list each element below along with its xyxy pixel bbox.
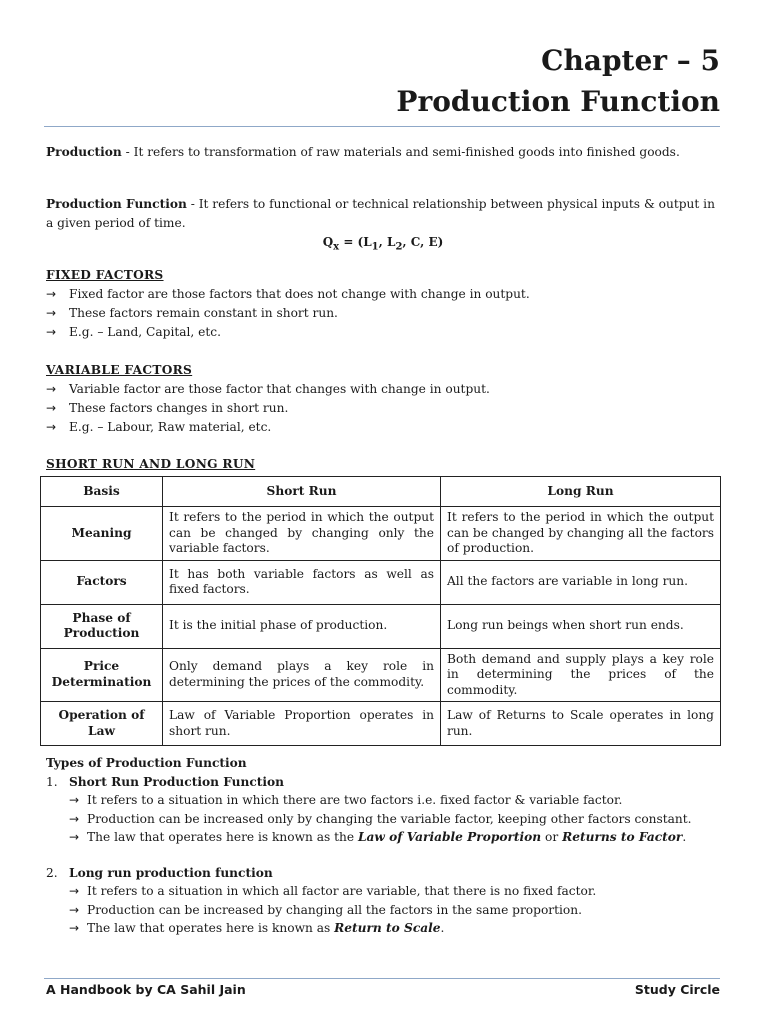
arrow-icon: →	[46, 287, 57, 301]
arrow-icon: →	[69, 793, 80, 807]
table-row	[41, 604, 721, 648]
table-row	[41, 507, 721, 561]
list-item: → Variable factor are those factor that changes with change in output.	[46, 380, 720, 399]
arrow-icon: →	[46, 420, 57, 434]
arrow-icon: →	[69, 921, 80, 935]
column-header-short-run: Short Run	[163, 477, 441, 507]
short-run-cell: Law of Variable Proportion operates in short run.	[163, 702, 441, 746]
fixed-factors-section	[46, 266, 720, 342]
fixed-factors-heading: FIXED FACTORS	[46, 268, 164, 282]
column-header-basis: Basis	[41, 477, 163, 507]
row-basis: Price Determination	[41, 648, 163, 702]
section-number: 2.	[46, 865, 58, 880]
production-function-text: - It refers to functional or technical relationship between physical inputs & output in a given period of time.	[46, 197, 715, 230]
variable-factors-section	[46, 361, 720, 437]
list-item: → Production can be increased by changing all the factors in the same proportion.	[46, 901, 720, 920]
row-basis: Meaning	[41, 507, 163, 561]
production-function-definition	[46, 195, 720, 256]
long-run-cell: All the factors are variable in long run.	[441, 560, 721, 604]
list-item: → E.g. – Labour, Raw material, etc.	[46, 418, 720, 437]
footer-right: Study Circle	[634, 982, 720, 997]
row-basis: Operation of Law	[41, 702, 163, 746]
arrow-icon: →	[69, 811, 80, 826]
row-basis: Factors	[41, 560, 163, 604]
production-term: Production	[46, 145, 122, 159]
law-alt-name: Returns to Factor	[562, 830, 683, 844]
short-run-cell: It has both variable factors as well as fixed factors.	[163, 560, 441, 604]
list-item: → The law that operates here is known as Return to Scale.	[46, 919, 720, 938]
page-title: Production Function	[396, 85, 720, 118]
long-run-cell: It refers to the period in which the output can be changed by changing all the factors of production.	[441, 507, 721, 561]
short-run-cell: It is the initial phase of production.	[163, 604, 441, 648]
list-item: → It refers to a situation in which there are two factors i.e. fixed factor & variable factor.	[46, 791, 720, 810]
long-run-cell: Law of Returns to Scale operates in long run.	[441, 702, 721, 746]
list-item: → Fixed factor are those factors that does not change with change in output.	[46, 285, 720, 304]
production-definition	[46, 143, 720, 162]
arrow-icon: →	[69, 902, 80, 917]
table-row	[41, 648, 721, 702]
chapter-number: Chapter – 5	[541, 44, 720, 77]
list-item	[46, 864, 720, 883]
list-item: → The law that operates here is known as the Law of Variable Proportion or Returns to Factor.	[46, 828, 720, 847]
comparison-heading: SHORT RUN AND LONG RUN	[46, 457, 256, 471]
table-header-row	[41, 477, 721, 507]
production-function-term: Production Function	[46, 197, 187, 211]
footer-divider	[44, 978, 720, 979]
arrow-icon: →	[69, 830, 80, 844]
list-item: → These factors remain constant in short run.	[46, 304, 720, 323]
comparison-table	[40, 476, 721, 746]
list-item: → It refers to a situation in which all factor are variable, that there is no fixed factor.	[46, 882, 720, 901]
short-run-cell: Only demand plays a key role in determining the prices of the commodity.	[163, 648, 441, 702]
list-item: → E.g. – Land, Capital, etc.	[46, 323, 720, 342]
table-row	[41, 560, 721, 604]
section-number: 1.	[46, 774, 58, 789]
header-divider	[44, 126, 720, 127]
law-name: Return to Scale	[334, 921, 441, 935]
types-section	[46, 754, 720, 938]
long-run-cell: Both demand and supply plays a key role in determining the prices of the commodity.	[441, 648, 721, 702]
types-heading: Types of Production Function	[46, 756, 247, 770]
long-run-cell: Long run beings when short run ends.	[441, 604, 721, 648]
column-header-long-run: Long Run	[441, 477, 721, 507]
section-title: Long run production function	[69, 865, 273, 880]
page-footer	[46, 982, 720, 997]
section-title: Short Run Production Function	[69, 774, 285, 789]
arrow-icon: →	[46, 382, 57, 396]
production-text: - It refers to transformation of raw materials and semi-finished goods into finished goods.	[121, 145, 680, 159]
variable-factors-heading: VARIABLE FACTORS	[46, 363, 193, 377]
law-name: Law of Variable Proportion	[357, 830, 542, 844]
arrow-icon: →	[69, 884, 80, 898]
list-item: → Production can be increased only by changing the variable factor, keeping other factors constant.	[46, 810, 720, 829]
short-run-cell: It refers to the period in which the output can be changed by changing only the variable factors.	[163, 507, 441, 561]
arrow-icon: →	[46, 401, 57, 415]
arrow-icon: →	[46, 306, 57, 320]
row-basis: Phase of Production	[41, 604, 163, 648]
list-item: → These factors changes in short run.	[46, 399, 720, 418]
production-formula: $Q_x = (L_1$, $L_2$, C, E)	[322, 235, 444, 253]
table-row	[41, 702, 721, 746]
list-item	[46, 773, 720, 792]
arrow-icon: →	[46, 325, 57, 339]
footer-left: A Handbook by CA Sahil Jain	[46, 982, 246, 997]
chapter-header	[396, 40, 720, 122]
